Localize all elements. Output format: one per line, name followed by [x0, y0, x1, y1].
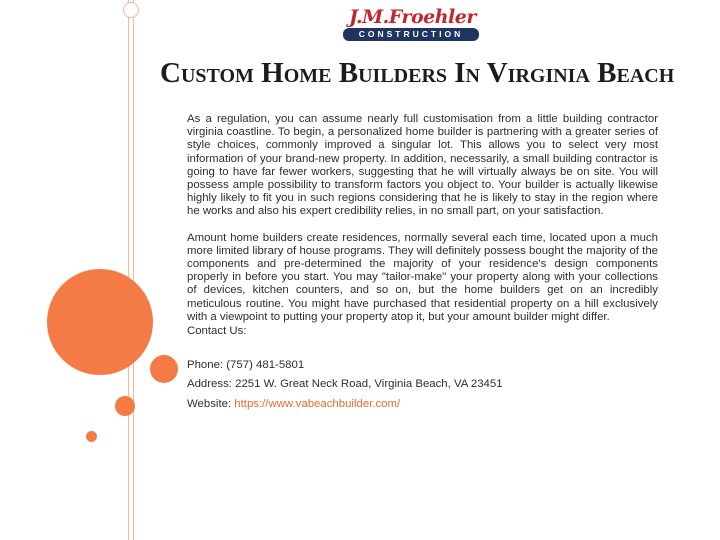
logo-subtitle: CONSTRUCTION	[343, 28, 479, 41]
paragraph-2: Amount home builders create residences, normally several each time, located upon a much more limited library of house programs. They will definitely possess bought the majority of the components and pre-determined the majority of your residence's design components properly in before you start. You may "tailor-make" your property along with your collections of devices, kitchen counters, and so on, but the home builders get on an incredibly meticulous routine. You might have purchased that residential property on a hill exclusively with a viewpoint to putting your property atop it, but your amount builder might differ.	[187, 231, 658, 323]
spacer	[187, 338, 658, 359]
paragraph-1: As a regulation, you can assume nearly full customisation from a little building contractor virginia coastline. To begin, a personalized home builder is partnering with a greater series of style choices, commonly improved a singular lot. This allows you to select very most information of your brand-new property. In addition, necessarily, a small building contractor is going to have far fewer workers, suggesting that he will virtually always be on site. You will possess ample possibility to transform factors you object to. Your builder is actually likewise highly likely to fit you in such regions considering that he is likely to stay in the region where he works and also his expert credibility relies, in no small part, on your satisfaction.	[187, 113, 658, 218]
decorative-circle-tiny	[86, 431, 97, 442]
logo-script: J.M.Froehler	[349, 6, 476, 28]
contact-website	[187, 398, 658, 411]
contact-label: Contact Us:	[187, 325, 247, 338]
decorative-circle-large	[47, 269, 153, 375]
website-link[interactable]: https://www.vabeachbuilder.com/	[234, 397, 401, 410]
company-logo	[343, 6, 479, 40]
contact-address: Address: 2251 W. Great Neck Road, Virginia Beach, VA 23451	[187, 378, 503, 391]
website-label: Website:	[187, 397, 235, 410]
contact-phone: Phone: (757) 481-5801	[187, 359, 305, 372]
decorative-line	[133, 0, 134, 540]
body-content	[187, 113, 658, 417]
decorative-circle-outline	[123, 2, 139, 18]
decorative-circle-medium	[150, 355, 178, 383]
decorative-circle-small	[115, 396, 135, 416]
decorative-line	[128, 0, 129, 540]
page-title: Custom Home Builders In Virginia Beach	[160, 57, 675, 89]
